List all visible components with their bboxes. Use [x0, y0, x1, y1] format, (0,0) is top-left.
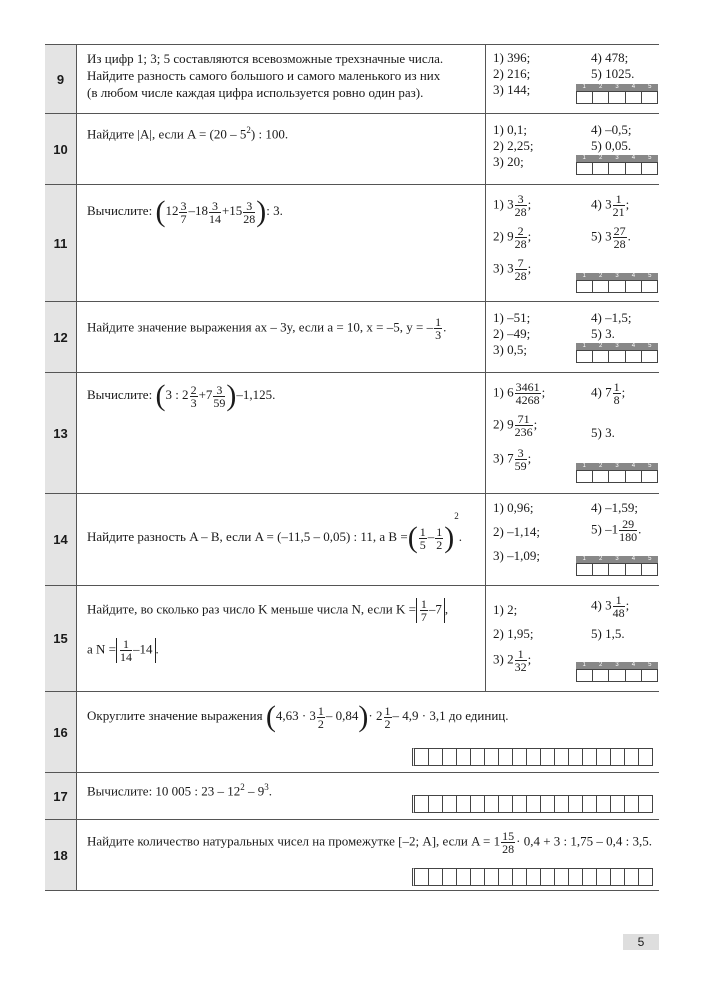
option-5: 5) –1 $\frac{29}{180}$ . — [591, 517, 642, 544]
answer-options — [485, 185, 659, 301]
answer-box[interactable]: 1 2 3 4 5 — [576, 556, 658, 576]
option-4: 4) 478; — [591, 50, 629, 65]
option-4: 4) 3 $\frac{1}{48}$ ; — [591, 593, 630, 620]
answer-box[interactable]: 1 2 3 4 5 — [576, 662, 658, 682]
answer-options — [485, 494, 659, 585]
option-3: 3) –1,09; — [493, 548, 540, 563]
option-3: 3) 3 $\frac{7}{28}$ ; — [493, 256, 532, 283]
task-row-13 — [45, 372, 659, 493]
task-question: Вычислите: (12 $\frac{3}{7}$ –18 $\frac{3}{14}$ +15 $\frac{3}{28}$ ): 3. — [87, 195, 283, 228]
task-question: Найдите |A|, если $A = (20 - 5^2)$ : 100. — [87, 125, 289, 142]
answer-grid[interactable] — [412, 795, 653, 813]
option-2: 2) 9 $\frac{2}{28}$ ; — [493, 224, 532, 251]
task-row-17 — [45, 772, 659, 819]
option-3: 3) 2 $\frac{1}{32}$ ; — [493, 647, 532, 674]
task-row-16 — [45, 691, 659, 772]
task-number: 12 — [45, 302, 77, 372]
option-1: 1) 0,96; — [493, 500, 534, 515]
option-2: 2) –49; — [493, 326, 531, 341]
answer-options — [485, 114, 659, 184]
answer-options — [485, 586, 659, 691]
option-3: 3) 0,5; — [493, 342, 527, 357]
option-4: 4) –1,5; — [591, 310, 632, 325]
task-question-line2: а N = $\frac{1}{14}$ –14 . — [87, 637, 159, 664]
question-line: Найдите разность самого большого и самого маленького из них — [87, 68, 441, 83]
task-number: 18 — [45, 820, 77, 890]
question-line: (в любом числе каждая цифра используется ровно один раз). — [87, 85, 424, 100]
task-question: Найдите, во сколько раз число K меньше числа N, если K = $\frac{1}{7}$ –7 , — [87, 597, 449, 624]
page-number: 5 — [623, 934, 659, 950]
option-4: 4) –0,5; — [591, 122, 632, 137]
task-table — [45, 44, 659, 891]
answer-box[interactable]: 1 2 3 4 5 — [576, 343, 658, 363]
task-number: 15 — [45, 586, 77, 691]
task-question: Найдите количество натуральных чисел на промежутке [–2; A], если A = 1 $\frac{15}{28}$ · 0,4 + 3 : 1,75 – 0,4 : 3,5. — [87, 829, 652, 856]
option-1: 1) 6 $\frac{3461}{4268}$ ; — [493, 380, 546, 407]
question-line: Из цифр 1; 3; 5 составляются всевозможные трехзначные числа. — [87, 51, 444, 66]
task-question: Найдите разность A – B, если A = (–11,5 – 0,05) : 11, а B =( $\frac{1}{5}$ – $\frac{1}{2}$ )$^2$. — [87, 511, 462, 555]
option-2: 2) 216; — [493, 66, 531, 81]
option-5: 5) 3. — [591, 326, 615, 341]
task-number: 10 — [45, 114, 77, 184]
option-3: 3) 7 $\frac{3}{59}$ ; — [493, 446, 532, 473]
answer-options — [485, 373, 659, 493]
task-number: 17 — [45, 773, 77, 819]
task-question: Округлите значение выражения (4,63 · 3 $\frac{1}{2}$ – 0,84)· 2 $\frac{1}{2}$ – 4,9 · 3,1 до единиц. — [87, 700, 509, 733]
task-row-11 — [45, 184, 659, 301]
option-5: 5) 1,5. — [591, 626, 625, 641]
option-3: 3) 20; — [493, 154, 524, 169]
option-2: 2) 9 $\frac{71}{236}$ ; — [493, 412, 538, 439]
option-1: 1) 396; — [493, 50, 531, 65]
option-5: 5) 3 $\frac{27}{28}$ . — [591, 224, 631, 251]
task-question: Найдите значение выражения ax – 3y, если a = 10, x = –5, y = – $\frac{1}{3}$ . — [87, 315, 447, 342]
option-2: 2) 1,95; — [493, 626, 534, 641]
answer-box[interactable]: 1 2 3 4 5 — [576, 84, 658, 104]
option-4: 4) 7 $\frac{1}{8}$ ; — [591, 380, 626, 407]
answer-box[interactable]: 1 2 3 4 5 — [576, 463, 658, 483]
task-row-10 — [45, 113, 659, 184]
task-row-15 — [45, 585, 659, 691]
option-1: 1) 2; — [493, 602, 518, 617]
task-number: 14 — [45, 494, 77, 585]
task-row-12 — [45, 301, 659, 372]
task-number: 11 — [45, 185, 77, 301]
answer-box[interactable]: 1 2 3 4 5 — [576, 273, 658, 293]
answer-options — [485, 45, 659, 113]
option-3: 3) 144; — [493, 82, 531, 97]
option-2: 2) –1,14; — [493, 524, 540, 539]
task-number: 9 — [45, 45, 77, 113]
task-row-14 — [45, 493, 659, 585]
option-5: 5) 3. — [591, 425, 615, 440]
option-1: 1) 3 $\frac{3}{28}$ ; — [493, 192, 532, 219]
task-question: Вычислите: 10 005 : $23 - 12^2 - 9^3$. — [87, 782, 273, 799]
task-row-9 — [45, 44, 659, 113]
task-row-18 — [45, 819, 659, 891]
task-question: Вычислите: (3 : 2 $\frac{2}{3}$ +7 $\frac{3}{59}$ )–1,125. — [87, 379, 276, 412]
answer-options — [485, 302, 659, 372]
option-1: 1) –51; — [493, 310, 531, 325]
option-4: 4) –1,59; — [591, 500, 638, 515]
option-5: 5) 0,05. — [591, 138, 632, 153]
task-number: 13 — [45, 373, 77, 493]
option-1: 1) 0,1; — [493, 122, 527, 137]
answer-grid[interactable] — [412, 868, 653, 886]
option-5: 5) 1025. — [591, 66, 635, 81]
option-4: 4) 3 $\frac{1}{21}$ ; — [591, 192, 630, 219]
task-number: 16 — [45, 692, 77, 772]
task-question — [87, 50, 477, 101]
answer-grid[interactable] — [412, 748, 653, 766]
answer-box[interactable]: 1 2 3 4 5 — [576, 155, 658, 175]
option-2: 2) 2,25; — [493, 138, 534, 153]
